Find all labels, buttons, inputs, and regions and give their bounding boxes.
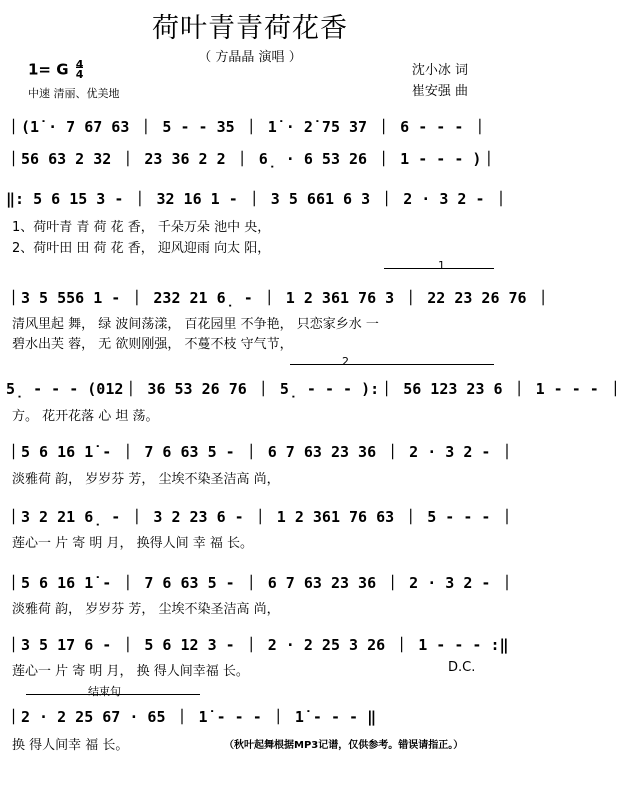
volta-2-label: 2 (342, 355, 349, 368)
lyric-5: 方。 花开花落 心 坦 荡。 (12, 409, 159, 424)
da-capo-mark: D.C. (448, 660, 476, 675)
key-signature (28, 60, 83, 80)
lyric-10: 换 得人间幸 福 长。 (12, 738, 129, 753)
lyric-9: 莲心一 片 寄 明 月， 换 得人间幸福 长。 (12, 664, 249, 679)
score-row-4: ｜3 5 556 1 - ｜ 232 21 6̣ - ｜ 1 2 361 76 3 ｜ 22 23 26 76 ｜ (6, 289, 551, 307)
lyric-4b: 碧水出芙 蓉， 无 欲则刚强， 不蔓不枝 守气节， (12, 337, 293, 352)
lyric-3b: 2、荷叶田 田 荷 花 香， 迎风迎雨 向太 阳， (12, 241, 271, 256)
score-row-2: ｜56 63 2 32 ｜ 23 36 2 2 ｜ 6̣ · 6 53 26 ｜ 1 - - - )｜ (6, 150, 497, 168)
composer-credit: 崔安强 曲 (411, 84, 468, 99)
score-row-5: 5̣ - - - (012｜ 36 53 26 76 ｜ 5̣ - - - ):｜ 56 123 23 6 ｜ 1 - - - ｜ (6, 380, 623, 398)
score-row-1: ｜(1̇ · 7 67 63 ｜ 5 - - 35 ｜ 1̇ · 2̇ 75 37 ｜ 6 - - - ｜ (6, 118, 488, 136)
song-title: 荷叶青青荷花香 (152, 13, 348, 44)
time-signature (76, 60, 84, 80)
score-row-7: ｜3 2 21 6̣ - ｜ 3 2 23 6 - ｜ 1 2 361 76 63 ｜ 5 - - - ｜ (6, 508, 515, 526)
volta-2-bracket (290, 364, 494, 365)
coda-label: 结束句 (88, 685, 121, 698)
score-row-10: ｜2 · 2 25 67 · 65 ｜ 1̇ - - - ｜ 1̇ - - - ‖ (6, 708, 377, 726)
lyric-3a: 1、荷叶青 青 荷 花 香， 千朵万朵 池中 央， (12, 220, 271, 235)
key-label: 1= G (28, 60, 69, 79)
transcription-note: （秋叶起舞根据MP3记谱，仅供参考。错误请指正。） (224, 740, 464, 751)
score-row-9: ｜3 5 17 6 - ｜ 5 6 12 3 - ｜ 2 · 2 25 3 26 ｜ 1 - - - :‖ (6, 636, 509, 654)
lyric-8: 淡雅荷 韵， 岁岁芬 芳， 尘埃不染圣洁高 尚， (12, 602, 280, 617)
time-top: 4 (75, 58, 84, 71)
lyric-4a: 清风里起 舞， 绿 波间荡漾， 百花园里 不争艳， 只恋家乡水 一 (12, 317, 379, 332)
lyricist-credit: 沈小冰 词 (411, 63, 468, 78)
performer-line: （ 方晶晶 演唱 ） (198, 50, 302, 65)
volta-1-label: 1 (438, 259, 445, 272)
tempo-marking: 中速 清丽、优美地 (28, 87, 120, 100)
score-row-3: ‖: 5 6 15 3 - ｜ 32 16 1 - ｜ 3 5 661 6 3 ｜ 2 · 3 2 - ｜ (6, 190, 509, 208)
score-row-6: ｜5 6 16 1̇ - ｜ 7 6 63 5 - ｜ 6 7 63 23 36 ｜ 2 · 3 2 - ｜ (6, 443, 515, 461)
lyric-6: 淡雅荷 韵， 岁岁芬 芳， 尘埃不染圣洁高 尚， (12, 472, 280, 487)
lyric-7: 莲心一 片 寄 明 月， 换得人间 幸 福 长。 (12, 536, 254, 551)
time-bottom: 4 (75, 68, 84, 81)
score-row-8: ｜5 6 16 1̇ - ｜ 7 6 63 5 - ｜ 6 7 63 23 36 ｜ 2 · 3 2 - ｜ (6, 574, 515, 592)
